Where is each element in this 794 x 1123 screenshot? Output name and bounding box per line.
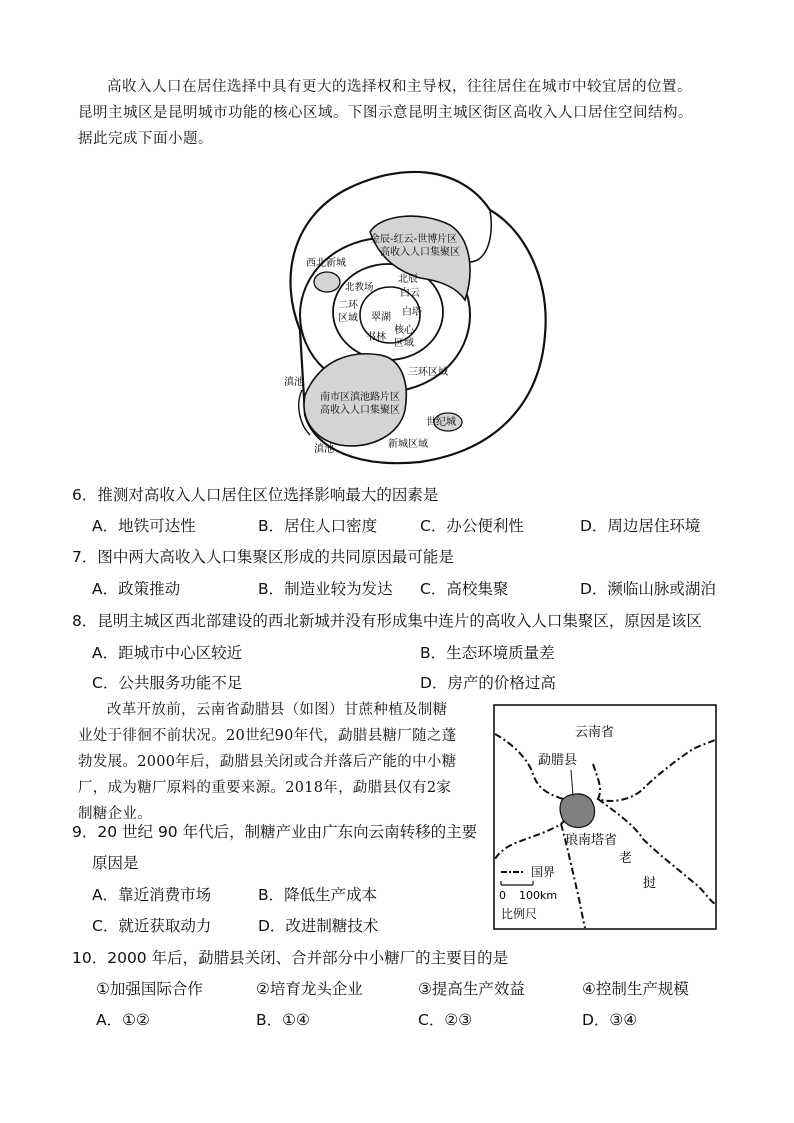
label-nanshi-2: 高收入人口集聚区 bbox=[320, 405, 400, 416]
scale-km: 100km bbox=[519, 889, 558, 902]
passage-1-line-1: 高收入人口在居住选择中具有更大的选择权和主导权，往往居住在城市中较宜居的位置。 bbox=[107, 79, 692, 95]
q10-item-4: ④控制生产规模 bbox=[582, 980, 689, 998]
q10-item-1: ①加强国际合作 bbox=[96, 980, 203, 998]
q10-option-c[interactable]: C．②③ bbox=[418, 1011, 473, 1029]
label-xibei: 西北新城 bbox=[306, 258, 346, 269]
label-shiji: 世纪城 bbox=[426, 417, 456, 428]
label-baiyun: 白云 bbox=[400, 288, 420, 299]
label-sanhuan: 三环区域 bbox=[408, 367, 448, 378]
q9-option-c[interactable]: C．就近获取动力 bbox=[92, 917, 212, 935]
passage-2-line-2: 业处于徘徊不前状况。20世纪90年代，勐腊县糖厂随之蓬 bbox=[78, 728, 457, 744]
q10-item-3: ③提高生产效益 bbox=[418, 980, 525, 998]
q9-stem-line-2: 原因是 bbox=[92, 854, 139, 872]
passage-2-line-5: 制糖企业。 bbox=[78, 806, 152, 822]
passage-1 bbox=[78, 74, 746, 152]
label-hexin-2: 区域 bbox=[394, 338, 414, 349]
q10-stem: 10．2000 年后，勐腊县关闭、合并部分中小糖厂的主要目的是 bbox=[72, 949, 509, 967]
q8-option-a[interactable]: A．距城市中心区较近 bbox=[92, 644, 243, 662]
label-cuihu: 翠湖 bbox=[371, 312, 391, 323]
mengla-county-area bbox=[560, 794, 595, 828]
label-beijiao: 北教场 bbox=[345, 282, 374, 293]
q8-stem: 8．昆明主城区西北部建设的西北新城并没有形成集中连片的高收入人口集聚区，原因是该区 bbox=[72, 612, 702, 630]
passage-2-line-3: 勃发展。2000年后，勐腊县关闭或合并落后产能的中小糖 bbox=[78, 754, 457, 770]
label-baita: 白塔 bbox=[402, 307, 422, 318]
q7-option-c[interactable]: C．高校集聚 bbox=[420, 580, 509, 598]
q10-item-2: ②培育龙头企业 bbox=[256, 980, 363, 998]
scale-label: 比例尺 bbox=[501, 907, 538, 921]
label-nanshi: 南市区滇池路片区 bbox=[320, 392, 400, 403]
q9-option-d[interactable]: D．改进制糖技术 bbox=[258, 917, 379, 935]
label-mengla: 勐腊县 bbox=[538, 753, 578, 768]
xibei-new-city-zone bbox=[314, 272, 340, 292]
passage-2 bbox=[78, 697, 486, 827]
scale-zero: 0 bbox=[499, 889, 506, 902]
q7-stem: 7．图中两大高收入人口集聚区形成的共同原因最可能是 bbox=[72, 548, 454, 566]
q6-option-d[interactable]: D．周边居住环境 bbox=[580, 517, 701, 535]
q9-option-a[interactable]: A．靠近消费市场 bbox=[92, 886, 212, 904]
label-dianchi-1: 滇池 bbox=[284, 377, 304, 388]
label-shulin: 书林 bbox=[366, 332, 386, 343]
label-hexin: 核心 bbox=[394, 325, 414, 336]
q10-option-d[interactable]: D．③④ bbox=[582, 1011, 638, 1029]
q8-option-c[interactable]: C．公共服务功能不足 bbox=[92, 674, 243, 692]
label-erhuan: 二环 bbox=[338, 300, 358, 311]
label-lao-2: 挝 bbox=[643, 876, 657, 891]
label-quyu: 区域 bbox=[338, 313, 358, 324]
label-xincheng: 新城区域 bbox=[388, 439, 428, 450]
label-beichen: 北辰 bbox=[398, 274, 418, 285]
label-dianchi-2: 滇池 bbox=[314, 444, 334, 455]
q6-stem: 6．推测对高收入人口居住区位选择影响最大的因素是 bbox=[72, 486, 439, 504]
label-jinyuan: 金辰-红云-世博片区 bbox=[370, 234, 458, 245]
passage-2-line-4: 厂，成为糖厂原料的重要来源。2018年，勐腊县仅有2家 bbox=[78, 780, 452, 796]
q9-stem-line-1: 9．20 世纪 90 年代后，制糖产业由广东向云南转移的主要 bbox=[72, 823, 478, 841]
mengla-map bbox=[493, 704, 717, 930]
q8-option-b[interactable]: B．生态环境质量差 bbox=[420, 644, 555, 662]
passage-1-line-3: 据此完成下面小题。 bbox=[78, 131, 213, 147]
label-yunnan: 云南省 bbox=[575, 725, 615, 740]
legend-border-label: 国界 bbox=[531, 865, 556, 879]
label-jinyuan-2: 高收入人口集聚区 bbox=[380, 247, 460, 258]
passage-2-line-1: 改革开放前，云南省勐腊县（如图）甘蔗种植及制糖 bbox=[107, 702, 448, 718]
q9-option-b[interactable]: B．降低生产成本 bbox=[258, 886, 378, 904]
q8-option-d[interactable]: D．房产的价格过高 bbox=[420, 674, 556, 692]
q10-option-a[interactable]: A．①② bbox=[96, 1011, 150, 1029]
q6-option-b[interactable]: B．居住人口密度 bbox=[258, 517, 378, 535]
q6-option-a[interactable]: A．地铁可达性 bbox=[92, 517, 196, 535]
kunming-structure-map bbox=[270, 160, 555, 470]
q7-option-a[interactable]: A．政策推动 bbox=[92, 580, 181, 598]
q7-option-d[interactable]: D．濒临山脉或湖泊 bbox=[580, 580, 716, 598]
q6-option-c[interactable]: C．办公便利性 bbox=[420, 517, 524, 535]
label-lao-1: 老 bbox=[619, 851, 633, 866]
q7-option-b[interactable]: B．制造业较为发达 bbox=[258, 580, 393, 598]
label-luangnamtha: 琅南塔省 bbox=[565, 833, 618, 848]
passage-1-line-2: 昆明主城区是昆明城市功能的核心区域。下图示意昆明主城区街区高收入人口居住空间结构。 bbox=[78, 105, 693, 121]
q10-option-b[interactable]: B．①④ bbox=[256, 1011, 310, 1029]
